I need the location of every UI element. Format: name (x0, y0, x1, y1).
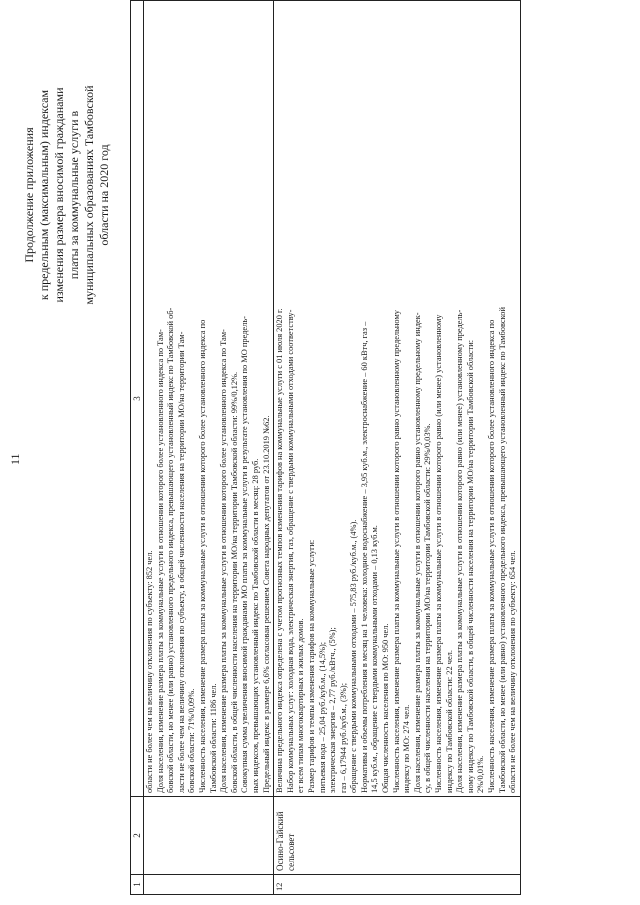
row-number-cell (144, 875, 274, 895)
text-line: Численность населения, изменение размера платы за коммунальные услуги в отношении которого более установленного индекса по (197, 319, 207, 793)
col-header-3: 3 (131, 1, 144, 797)
indices-table (130, 0, 521, 895)
text-line: бовской области: 71%/0,09%. (187, 688, 197, 793)
text-line: 2%/0,01%. (476, 755, 486, 793)
text-line: Численность населения, изменение размера платы за коммунальные услуги в отношении которого равно (или менее) установленному (434, 314, 444, 793)
header-line: изменения размера вносимой гражданами (52, 87, 66, 303)
text-line: Совокупная сумма увеличения вносимой гражданами МО платы за коммунальные услуги в результате установления по МО предель- (240, 316, 250, 793)
text-line: бовской области, но менее (или равно) установленного предельного индекса, превышающего установленный индекс по Тамбовской об- (166, 307, 176, 793)
page-number: 11 (8, 453, 22, 465)
text-line: области не более чем на величину отклонения по субъекту: 654 чел. (508, 550, 518, 793)
text-line: Доля населения, изменение размера платы за коммунальные услуги в отношении которого более установленного индекса по Там- (219, 329, 229, 793)
text-line: Доля населения, изменение размера платы за коммунальные услуги в отношении которого равно (или менее) установленному предель- (455, 309, 465, 793)
text-line: Величина предельного индекса определена с учетом прогнозных темпов изменения тарифов на коммунальные услуги с 01 июля 2020 г. (275, 308, 285, 793)
appendix-header (22, 45, 112, 345)
text-line: 14,5 куб.м., обращение с твердыми коммунальными отходами – 0,13 куб.м. (370, 525, 380, 793)
text-line: Численность населения, изменение размера платы за коммунальные услуги в отношении которого равно установленному предельному (391, 310, 401, 793)
text-line: области не более чем на величину отклонения по субъекту: 852 чел. (145, 550, 154, 793)
description-cell (144, 1, 274, 797)
text-line: бовской области, в общей численности населения на территории МО/на территории Тамбовской области: 99%/0,12%. (229, 371, 239, 793)
text-line: Нормативы и объемы потребления в месяц на 1 человека: холодное водоснабжение – 3,95 куб.м., электроснабжение – 60 кВтч, газ – (359, 321, 369, 793)
text-line: газ – 6,17944 руб./куб.м., (3%); (338, 682, 348, 793)
text-line: питьевая вода – 25,04 руб./куб.м., (14,5%); (317, 641, 327, 793)
text-line: ных индексов, превышающих установленный индекс по Тамбовской области в месяц: 28 руб. (250, 458, 260, 793)
header-line: муниципальных образованиях Тамбовской (82, 85, 96, 305)
text-line: су, в общей численности населения на территории МО/на территории Тамбовской области: 29%/0,03%. (423, 423, 433, 793)
text-line: Тамбовской области: 1186 чел. (208, 683, 218, 793)
text-line: Доля населения, изменение размера платы за коммунальные услуги в отношении которого равно установленному предельному индек- (412, 312, 422, 793)
header-line: к предельным (максимальным) индексам (37, 89, 51, 301)
row-number-cell: 12 (274, 875, 521, 895)
text-line: ному индексу по Тамбовской области, в общей численности населения на территории МО/на территории Тамбовской области: (465, 339, 475, 793)
table-row-12 (274, 1, 521, 895)
col-header-2: 2 (131, 797, 144, 875)
col-header-1: 1 (131, 875, 144, 895)
text-line: Предельный индекс в размере 6,6% согласован решением Совета народных депутатов от 23.10.2019 №62. (261, 415, 271, 793)
text-line: Численность населения, изменение размера платы за коммунальные услуги в отношении которого более установленного индекса по (487, 319, 496, 793)
text-line: ет всем типам многоквартирных и жилых домов. (296, 618, 306, 793)
municipality-name-line: Осино-Гайский (275, 811, 286, 871)
text-line: Размер тарифов и темпы изменения тарифов на коммунальные услуги: (306, 539, 316, 793)
table-header-row (131, 1, 144, 895)
text-line: ласти не более чем на величину отклонения по субъекту, в общей численности населения на территории МО/на территории Там- (176, 331, 186, 793)
text-line: электрическая энергия – 2,77 руб./кВтч., (5%); (328, 627, 338, 793)
description-cell (274, 1, 521, 797)
header-line: области на 2020 год (97, 144, 111, 246)
text-line: Тамбовской области, но менее (или равно) установленного предельного индекса, превышающего установленный индекс по Тамбовской (497, 307, 507, 793)
text-line: индексу по Тамбовской области: 22 чел. (444, 650, 454, 793)
text-line: индексу по МО: 274 чел. (402, 704, 412, 793)
text-line: Набор коммунальных услуг: холодная вода, электрическая энергия, газ, обращение с твердыми коммунальными отходами соответству- (285, 309, 295, 793)
text-line: Доля населения, изменение размера платы за коммунальные услуги в отношении которого более установленного индекса по Там- (155, 329, 165, 793)
text-line: обращение с твердыми коммунальными отходами – 575,83 руб./куб.м., (4%). (349, 519, 359, 793)
header-line: Продолжение приложения (22, 127, 36, 263)
municipality-cell (144, 797, 274, 875)
municipality-name-line: сельсовет (286, 833, 297, 871)
text-line: Общая численность населения по МО: 950 чел. (381, 623, 391, 793)
header-line: платы за коммунальные услуги в (67, 110, 81, 280)
municipality-cell (274, 797, 521, 875)
table-row-continued (144, 1, 274, 895)
